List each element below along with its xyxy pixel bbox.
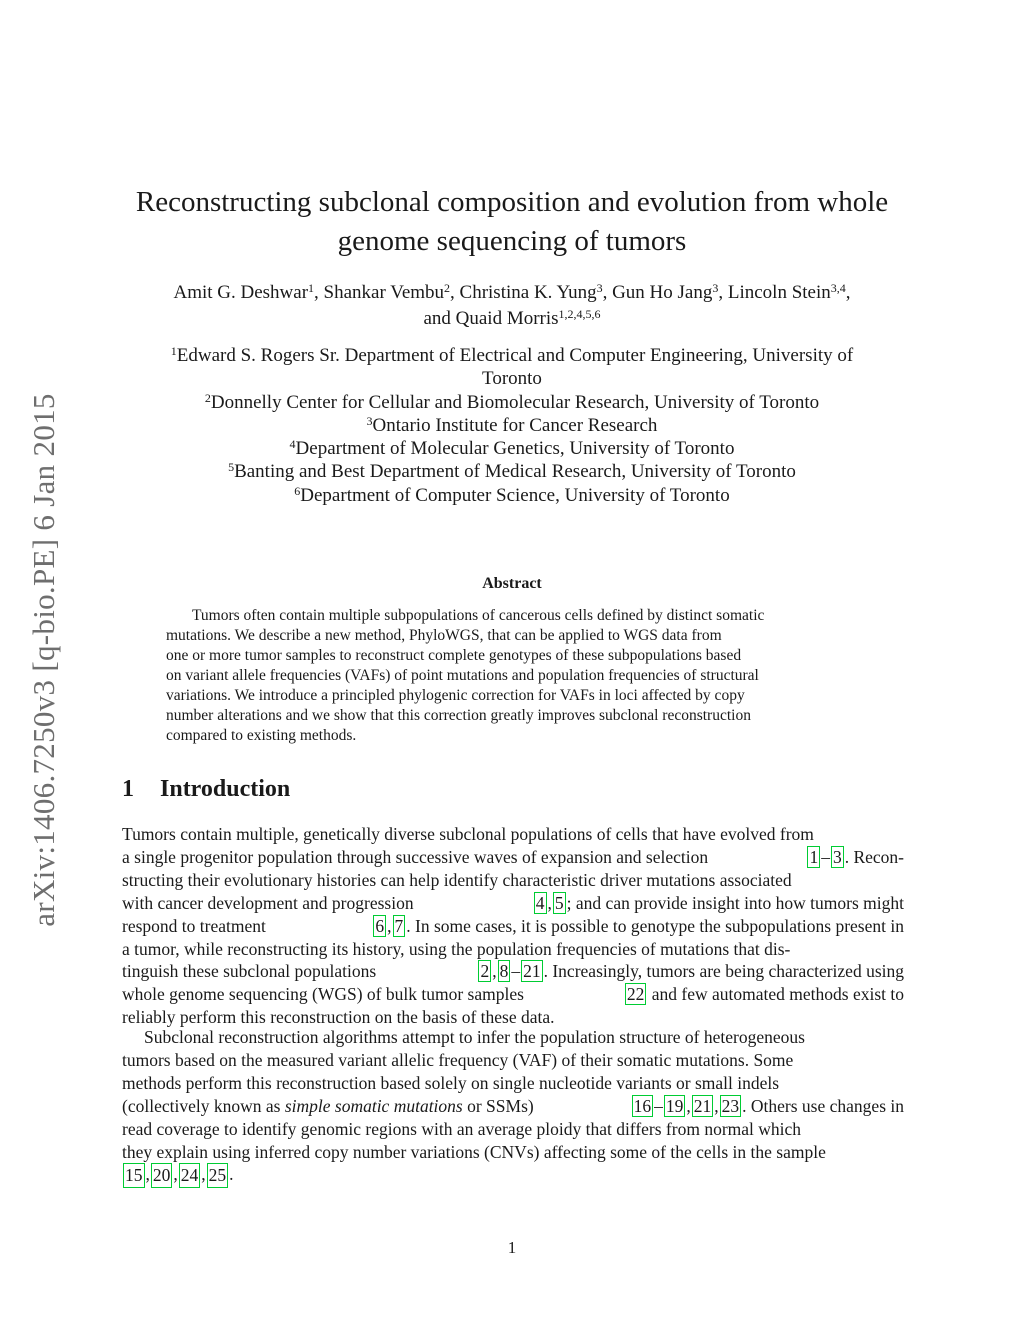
citation-link[interactable]: 8 xyxy=(499,961,509,982)
affiliation-cont: Toronto xyxy=(482,368,542,390)
text-run: . Others use changes in xyxy=(742,1095,904,1116)
author-affil-sup: 3,4 xyxy=(830,281,846,295)
abstract-line: compared to existing methods. xyxy=(166,727,357,744)
text-run: , xyxy=(201,1164,206,1185)
author-name: , Shankar Vembu xyxy=(314,282,445,303)
affiliation-sup: 5 xyxy=(228,460,235,475)
citation-link[interactable]: 25 xyxy=(207,1163,229,1188)
abstract-heading: Abstract xyxy=(482,575,542,592)
citation-link[interactable]: 21 xyxy=(693,1095,712,1116)
affiliations xyxy=(110,344,914,507)
affiliation-sup: 4 xyxy=(289,437,296,452)
affiliation-sup: 3 xyxy=(366,413,373,428)
affiliation xyxy=(110,414,914,437)
text-run: , xyxy=(547,892,552,913)
text-run: , xyxy=(387,915,392,936)
abstract-line: one or more tumor samples to reconstruct complete genotypes of these subpopulations based xyxy=(166,647,742,664)
affiliation-text: Department of Computer Science, University of Toronto xyxy=(300,484,730,506)
affiliation-sup: 6 xyxy=(294,483,301,498)
text-run: . In some cases, it is possible to genotype the subpopulations present in xyxy=(406,915,904,936)
text-run: , xyxy=(173,1164,178,1185)
text-line: reliably perform this reconstruction on the basis of these data. xyxy=(122,1007,555,1028)
text-line: Subclonal reconstruction algorithms attempt to infer the population structure of heterogeneous xyxy=(144,1027,805,1047)
author-affil-sup: 1,2,4,5,6 xyxy=(558,307,601,321)
paragraph xyxy=(122,1026,904,1188)
author-list xyxy=(0,280,1024,332)
abstract-line: variations. We introduce a principled phylogenic correction for VAFs in loci affected by copy xyxy=(166,687,745,704)
text-line xyxy=(122,983,904,1006)
citation-link[interactable]: 3 xyxy=(832,846,842,867)
text-run: , xyxy=(492,961,497,982)
citation-link[interactable]: 23 xyxy=(721,1095,740,1116)
citation-link[interactable]: 20 xyxy=(151,1163,173,1188)
affiliation-text: Banting and Best Department of Medical Research, University of Toronto xyxy=(234,461,796,483)
text-run: or SSMs) xyxy=(462,1095,539,1116)
abstract-line: mutations. We describe a new method, PhyloWGS, that can be applied to WGS data from xyxy=(166,627,722,644)
text-line: methods perform this reconstruction based solely on single nucleotide variants or small indels xyxy=(122,1072,780,1093)
affiliation xyxy=(110,391,914,414)
abstract-text xyxy=(166,606,858,746)
citation-link[interactable]: 7 xyxy=(394,915,404,936)
author-name: , Christina K. Yung xyxy=(450,282,597,303)
text-line: tumors based on the measured variant allelic frequency (VAF) of their somatic mutations. Some xyxy=(122,1049,794,1070)
author-name: , Gun Ho Jang xyxy=(602,282,713,303)
section-heading xyxy=(122,776,290,803)
paragraph xyxy=(122,823,904,1029)
text-line: a tumor, while reconstructing its history, using the population frequencies of mutations that dis- xyxy=(122,938,791,959)
citation-link[interactable]: 24 xyxy=(179,1163,201,1188)
citation-link[interactable]: 1 xyxy=(809,846,819,867)
text-run: , xyxy=(714,1095,719,1116)
text-line: they explain using inferred copy number variations (CNVs) affecting some of the cells in the sample xyxy=(122,1141,826,1162)
author-line xyxy=(0,280,1024,306)
affiliation-text: Department of Molecular Genetics, University of Toronto xyxy=(295,438,735,460)
citation-link[interactable]: 19 xyxy=(665,1095,684,1116)
text-run: . xyxy=(229,1164,234,1185)
text-run: , xyxy=(145,1164,150,1185)
citation-link[interactable]: 5 xyxy=(554,892,564,913)
text-line xyxy=(122,915,904,938)
author-affil-sup: 2 xyxy=(444,281,451,295)
affiliation xyxy=(110,484,914,507)
text-run: , xyxy=(686,1095,691,1116)
text-run: . Recon- xyxy=(844,846,904,867)
text-line: Tumors contain multiple, genetically diverse subclonal populations of cells that have evolved from xyxy=(122,824,814,844)
citation-link[interactable]: 15 xyxy=(123,1163,145,1188)
text-line xyxy=(122,960,904,983)
text-run: (collectively known as xyxy=(122,1095,285,1116)
citation-link[interactable]: 2 xyxy=(480,961,490,982)
abstract-line: Tumors often contain multiple subpopulations of cancerous cells defined by distinct somatic xyxy=(192,607,765,624)
affiliation-sup: 2 xyxy=(204,390,211,405)
citation-link[interactable]: 21 xyxy=(523,961,541,982)
author-name: and Quaid Morris xyxy=(423,308,559,329)
section-title: Introduction xyxy=(160,776,291,802)
section-number: 1 xyxy=(122,776,134,802)
title-line: genome sequencing of tumors xyxy=(337,225,687,257)
author-name: , Lincoln Stein xyxy=(718,282,831,303)
affiliation-text: Ontario Institute for Cancer Research xyxy=(372,414,658,436)
text-run: and few automated methods exist to xyxy=(647,984,904,1005)
paper-title xyxy=(0,183,1024,261)
author-line xyxy=(0,306,1024,332)
author-separator: , xyxy=(845,282,851,303)
citation-link[interactable]: 16 xyxy=(633,1095,652,1116)
affiliation-text: Edward S. Rogers Sr. Department of Electrical and Computer Engineering, University of xyxy=(176,345,854,366)
title-line: Reconstructing subclonal composition and evolution from whole xyxy=(135,186,889,218)
text-line xyxy=(122,892,904,915)
arxiv-stamp: arXiv:1406.7250v3 [q-bio.PE] 6 Jan 2015 xyxy=(26,393,61,927)
citation-link[interactable]: 6 xyxy=(375,915,385,936)
abstract-line: on variant allele frequencies (VAFs) of point mutations and population frequencies of structural xyxy=(166,667,759,684)
abstract-line: number alterations and we show that this correction greatly improves subclonal reconstruction xyxy=(166,707,751,724)
text-run: – xyxy=(821,846,830,867)
text-run: . Increasingly, tumors are being characterized using xyxy=(543,961,904,982)
text-line: structing their evolutionary histories can help identify characteristic driver mutations associated xyxy=(122,869,792,890)
text-run: – xyxy=(654,1095,663,1116)
citation-link[interactable]: 22 xyxy=(626,984,645,1005)
text-run: a single progenitor population through successive waves of expansion and selection xyxy=(122,846,713,867)
text-run: – xyxy=(511,961,521,982)
emphasis-text: simple somatic mutations xyxy=(284,1095,463,1116)
page-number: 1 xyxy=(507,1238,517,1257)
text-run: with cancer development and progression xyxy=(122,892,418,913)
affiliation xyxy=(110,344,914,367)
text-run: ; and can provide insight into how tumors might xyxy=(566,892,904,913)
text-line xyxy=(122,846,904,869)
author-affil-sup: 3 xyxy=(596,281,603,295)
author-affil-sup: 3 xyxy=(712,281,719,295)
author-name: Amit G. Deshwar xyxy=(173,282,309,303)
text-line xyxy=(122,1163,904,1188)
text-line xyxy=(122,1095,904,1118)
citation-link[interactable]: 4 xyxy=(535,892,545,913)
affiliation xyxy=(110,460,914,483)
affiliation xyxy=(110,437,914,460)
affiliation-text: Donnelly Center for Cellular and Biomolecular Research, University of Toronto xyxy=(210,391,820,413)
affiliation-sup: 1 xyxy=(170,344,177,358)
text-line: read coverage to identify genomic regions with an average ploidy that differs from normal which xyxy=(122,1118,802,1139)
author-affil-sup: 1 xyxy=(308,281,315,295)
text-run: whole genome sequencing (WGS) of bulk tumor samples xyxy=(122,984,529,1005)
text-run: respond to treatment xyxy=(122,915,271,936)
text-run: tinguish these subclonal populations xyxy=(122,961,381,982)
